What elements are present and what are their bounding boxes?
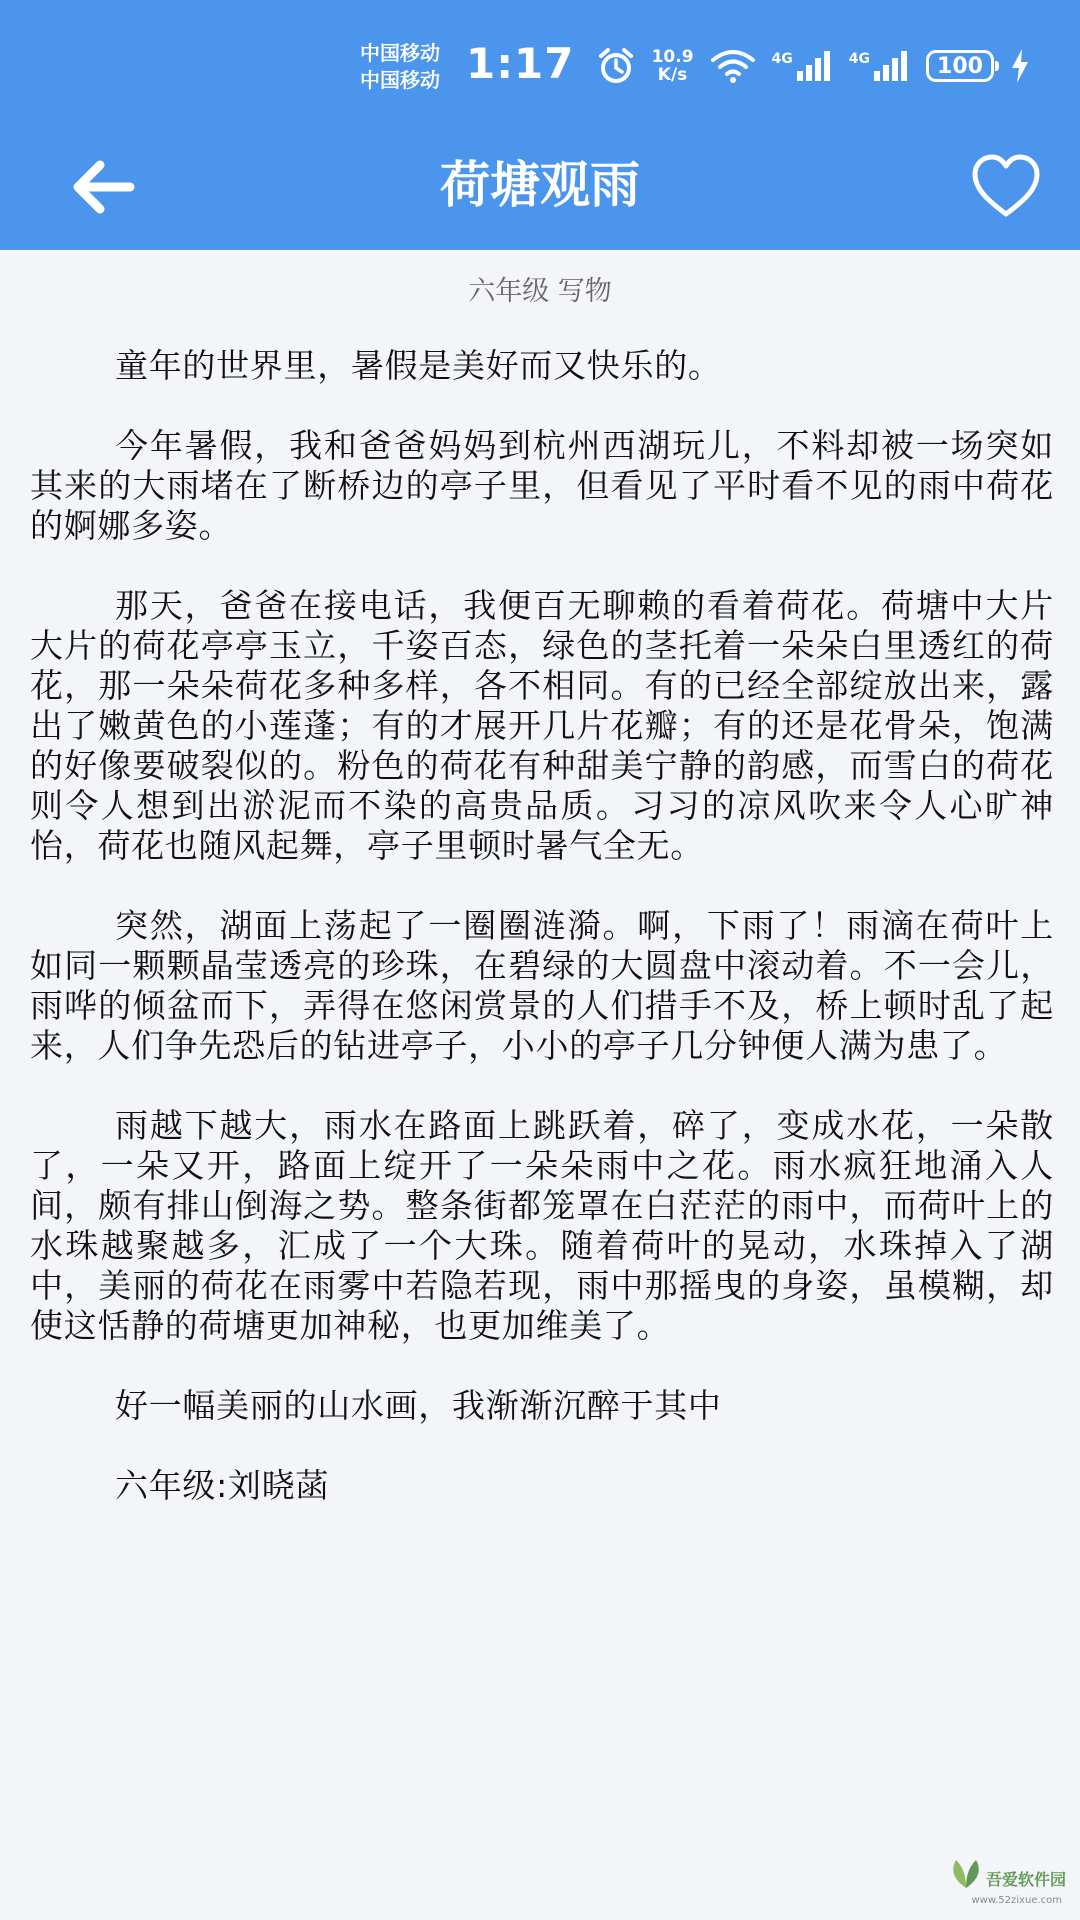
article-body: [30, 346, 1054, 1546]
watermark: [946, 1838, 1066, 1910]
status-icons: [596, 44, 1030, 88]
signal-1-label: 4G: [771, 51, 793, 67]
net-speed-value: 10.9: [651, 47, 694, 67]
article-author: 六年级:刘晓菡: [115, 1466, 330, 1505]
article-paragraph: 今年暑假，我和爸爸妈妈到杭州西湖玩儿，不料却被一场突如其来的大雨堵在了断桥边的亭子里，但看见了平时看不见的雨中荷花的婀娜多姿。: [30, 426, 1054, 545]
status-time: 1:17: [466, 39, 575, 88]
article-paragraph: 突然，湖面上荡起了一圈圈涟漪。啊，下雨了！雨滴在荷叶上如同一颗颗晶莹透亮的珍珠，在碧绿的大圆盘中滚动着。不一会儿，雨哗的倾盆而下，弄得在悠闲赏景的人们措手不及，桥上顿时乱了起来，人们争先恐后的钻进亭子，小小的亭子几分钟便人满为患了。: [30, 906, 1054, 1065]
watermark-text: 吾爱软件园: [985, 1870, 1066, 1889]
signal-icon: [797, 51, 833, 81]
wifi-icon: [710, 48, 756, 84]
alarm-icon: [596, 46, 636, 86]
article-paragraph: 那天，爸爸在接电话，我便百无聊赖的看着荷花。荷塘中大片大片的荷花亭亭玉立，千姿百态，绿色的茎托着一朵朵白里透红的荷花，那一朵朵荷花多种多样，各不相同。有的已经全部绽放出来，露出了嫩黄色的小莲蓬；有的才展开几片花瓣；有的还是花骨朵，饱满的好像要破裂似的。粉色的荷花有种甜美宁静的韵感，而雪白的荷花则令人想到出淤泥而不染的高贵品质。习习的凉风吹来令人心旷神怡，荷花也随风起舞，亭子里顿时暑气全无。: [30, 586, 1054, 865]
article-content: [0, 250, 1080, 1920]
article-paragraph: 好一幅美丽的山水画，我渐渐沉醉于其中: [115, 1386, 722, 1425]
heart-outline-icon: [970, 152, 1042, 222]
net-speed: [652, 48, 694, 84]
status-bar: [0, 0, 1080, 128]
charging-icon: [1010, 49, 1030, 83]
watermark-logo-icon: [946, 1852, 986, 1892]
page-title: 荷塘观雨: [440, 156, 640, 214]
favorite-button[interactable]: [970, 152, 1042, 222]
carrier-2: 中国移动: [360, 68, 440, 92]
carrier-1: 中国移动: [360, 41, 440, 65]
signal-icon: [874, 51, 910, 81]
signal-2: [849, 51, 910, 81]
battery-icon: [926, 50, 994, 82]
app-header: [0, 0, 1080, 250]
signal-1: [772, 51, 833, 81]
battery-level: 100: [937, 53, 983, 79]
article-meta: 六年级 写物: [468, 276, 612, 307]
net-speed-unit: K/s: [657, 65, 688, 85]
article-paragraph: 童年的世界里，暑假是美好而又快乐的。: [115, 346, 722, 385]
signal-2-label: 4G: [848, 51, 870, 67]
article-paragraph: 雨越下越大，雨水在路面上跳跃着，碎了，变成水花，一朵散了，一朵又开，路面上绽开了一朵朵雨中之花。雨水疯狂地涌入人间，颇有排山倒海之势。整条街都笼罩在白茫茫的雨中，而荷叶上的水珠越聚越多，汇成了一个大珠。随着荷叶的晃动，水珠掉入了湖中，美丽的荷花在雨雾中若隐若现，雨中那摇曳的身姿，虽模糊，却使这恬静的荷塘更加神秘，也更加维美了。: [30, 1106, 1054, 1345]
nav-bar: [0, 128, 1080, 250]
carrier-info: [360, 40, 440, 94]
watermark-url: www.52zixue.com: [971, 1895, 1062, 1906]
